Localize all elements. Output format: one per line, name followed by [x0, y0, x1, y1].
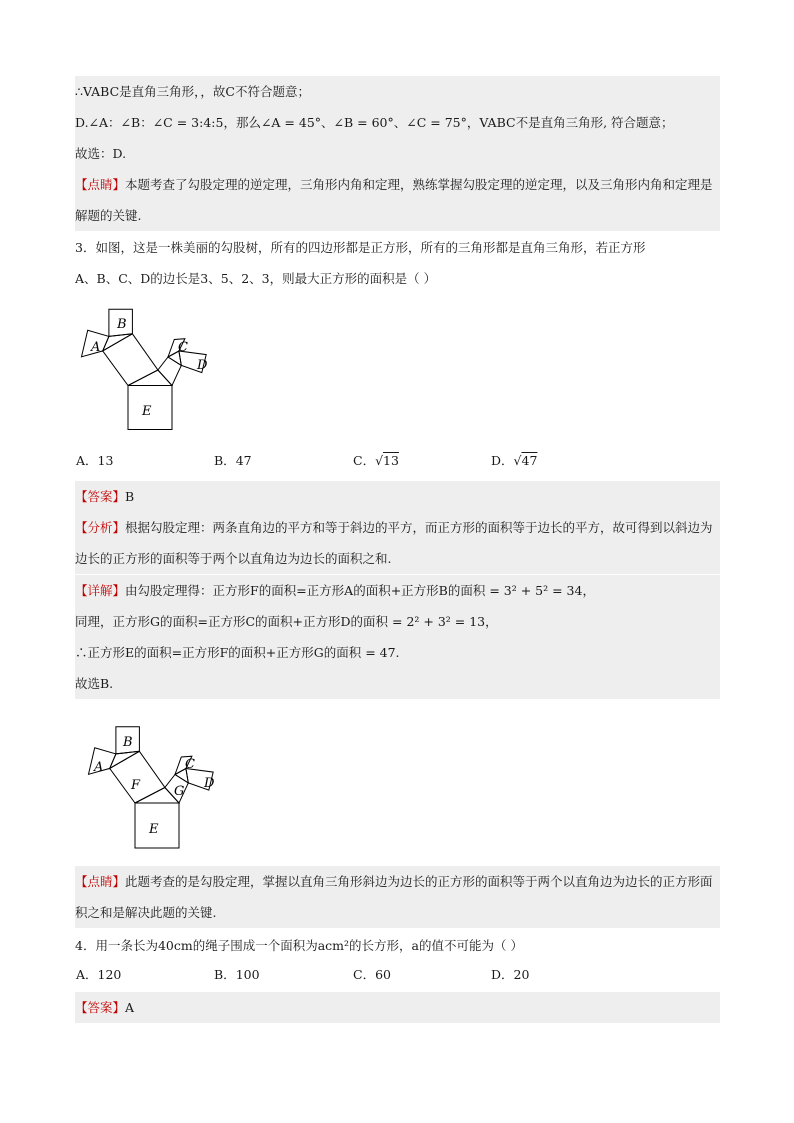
detail-tag: 【详解】: [75, 583, 126, 598]
analysis-text: 根据勾股定理：两条直角边的平方和等于斜边的平方，而正方形的面积等于边长的平方，故可得到以斜边为边长的正方形的面积等于两个以直角边为边长的面积之和.: [75, 520, 713, 566]
square-g: [158, 357, 181, 386]
q3-stem-line-2: A、B、C、D的边长是3、5、2、3，则最大正方形的面积是（ ）: [75, 271, 437, 286]
q3-detail-line-4: 故选B.: [75, 668, 720, 699]
option-letter: D．: [491, 453, 514, 468]
prev-solution-line-3: 故选：D.: [75, 138, 720, 169]
answer-value: A: [125, 1000, 135, 1015]
q3-detail-line-3: ∴正方形E的面积=正方形F的面积+正方形G的面积 = 47.: [75, 637, 720, 668]
option-letter: C．: [353, 453, 376, 468]
q3-detail-line-1: [75, 575, 720, 606]
analysis-tag: 【分析】: [75, 520, 126, 535]
prev-solution-line-2: D.∠A：∠B：∠C = 3:4:5，那么∠A = 45°、∠B = 60°、∠C = 75°，VABC不是直角三角形, 符合题意；: [75, 107, 720, 138]
comment-text: 此题考查的是勾股定理，掌握以直角三角形斜边为边长的正方形的面积等于两个以直角边为边长的正方形面积之和是解决此题的关键.: [75, 874, 713, 920]
q3-option-a[interactable]: [76, 451, 113, 471]
option-value: 20: [513, 967, 530, 982]
q3-detail-line-2: 同理，正方形G的面积=正方形C的面积+正方形D的面积 = 2² + 3² = 13，: [75, 606, 720, 637]
q3-stem-line-1: 3．如图，这是一株美丽的勾股树，所有的四边形都是正方形，所有的三角形都是直角三角形，若正方形: [75, 240, 646, 255]
comment-text: 本题考查了勾股定理的逆定理，三角形内角和定理，熟练掌握勾股定理的逆定理，以及三角形内角和定理是解题的关键.: [75, 177, 713, 223]
label-b: B: [117, 317, 127, 332]
option-value: 120: [97, 967, 122, 982]
option-value: 47: [235, 453, 252, 468]
label-e: E: [142, 404, 152, 419]
answer-tag: 【答案】: [75, 1000, 126, 1015]
q4-option-d[interactable]: [491, 965, 529, 985]
detail-text: 由勾股定理得：正方形F的面积=正方形A的面积+正方形B的面积 = 3² + 5² = 34，: [125, 583, 595, 598]
label-d: D: [204, 776, 215, 791]
option-letter: D．: [491, 967, 514, 982]
comment-tag: 【点睛】: [75, 874, 126, 889]
q3-comment: [75, 866, 720, 928]
option-value: 100: [235, 967, 260, 982]
pythagoras-tree-figure-labeled: [75, 708, 235, 858]
q3-option-b[interactable]: [214, 451, 252, 471]
option-letter: A．: [76, 967, 98, 982]
q4-stem: 4．用一条长为40cm的绳子围成一个面积为acm²的长方形，a的值不可能为（ ）: [75, 938, 523, 953]
option-letter: B．: [214, 967, 236, 982]
label-a: A: [94, 760, 104, 775]
label-d: D: [197, 358, 208, 373]
option-letter: B．: [214, 453, 236, 468]
option-letter: A．: [76, 453, 98, 468]
radical-sign: √: [513, 453, 522, 468]
label-f: F: [131, 778, 141, 793]
square-f: [103, 334, 158, 386]
option-value: 47: [521, 453, 538, 468]
label-g: G: [174, 784, 185, 799]
label-c: C: [178, 340, 188, 355]
q3-answer: [75, 481, 720, 512]
label-a: A: [91, 340, 101, 355]
q3-analysis: [75, 512, 720, 574]
answer-value: B: [125, 489, 135, 504]
radical-sign: √: [375, 453, 384, 468]
option-letter: C．: [353, 967, 376, 982]
answer-tag: 【答案】: [75, 489, 126, 504]
pythagoras-tree-figure: [80, 300, 220, 440]
prev-solution-line-1: ∴VABC是直角三角形，，故C不符合题意；: [75, 76, 720, 107]
prev-comment: [75, 169, 720, 231]
q4-option-b[interactable]: [214, 965, 260, 985]
label-c: C: [185, 757, 195, 772]
option-value: 13: [97, 453, 114, 468]
option-value: 60: [375, 967, 391, 982]
label-b: B: [123, 735, 133, 750]
q3-option-d[interactable]: [491, 451, 537, 471]
q4-answer: [75, 992, 720, 1023]
q4-option-c[interactable]: [353, 965, 391, 985]
option-value: 13: [383, 453, 399, 468]
q3-option-c[interactable]: [353, 451, 399, 471]
comment-tag: 【点睛】: [75, 177, 126, 192]
q4-option-a[interactable]: [76, 965, 121, 985]
label-e: E: [149, 822, 159, 837]
